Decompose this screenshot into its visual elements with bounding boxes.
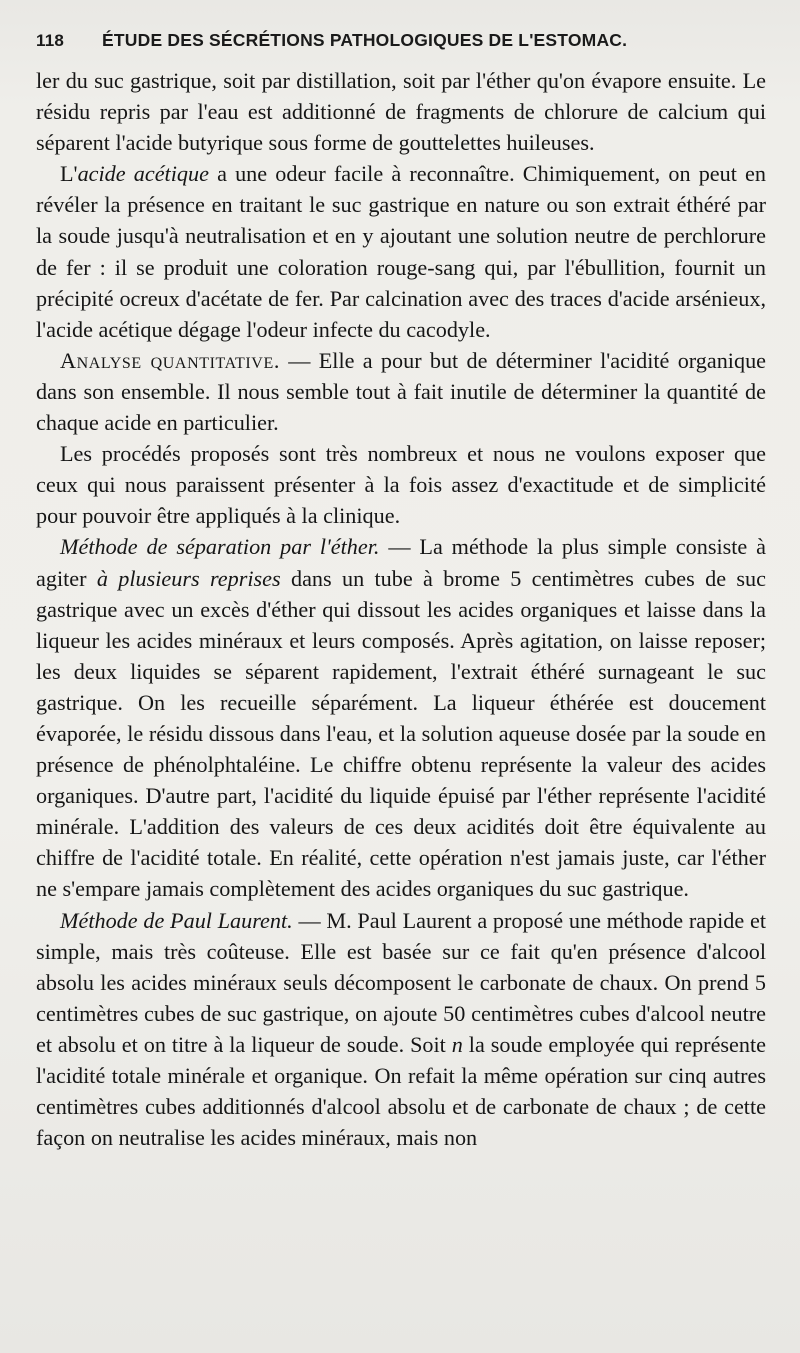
paragraph-text: — Elle a pour but de déterminer l'acidité organique dans son ensemble. Il nous semble tout à fait inutile de déterminer la quantité de chaque acide en particulier.: [36, 347, 767, 436]
paragraph-methode-ether: [36, 531, 766, 904]
method-heading-ether: Méthode de séparation par l'éther.: [60, 534, 380, 560]
term-acide-acetique: acide acétique: [77, 161, 209, 187]
paragraph-analyse-quantitative: [36, 345, 766, 438]
paragraph-methode-laurent: [36, 905, 766, 1154]
paragraph-text: — M. Paul Laurent a proposé une méthode rapide et simple, mais très coûteuse. Elle est basée sur ce fait qu'en présence d'alcool absolu les acides minéraux seuls décomposent le carbonate de chaux. On prend 5 centimètres cubes de suc gastrique, on ajoute 50 centimètres cubes d'alcool neutre et absolu et on titre à la liqueur de soude. Soit: [36, 907, 767, 1057]
emphasis-plusieurs-reprises: à plusieurs reprises: [96, 565, 281, 591]
section-heading-analyse: Analyse quantitative.: [60, 347, 280, 373]
variable-n: n: [451, 1031, 463, 1057]
paragraph-text: dans un tube à brome 5 centimètres cubes de suc gastrique avec un excès d'éther qui dissout les acides organiques et laisse dans la liqueur les acides minéraux et leurs composés. Après agitation, on laisse reposer; les deux liquides se séparent rapidement, l'extrait éthéré surnageant le suc gastrique. On les recueille séparément. La liqueur éthérée est doucement évaporée, le résidu dissous dans l'eau, et la solution aqueuse dosée par la soude en présence de phénolphtaléine. Le chiffre obtenu représente la valeur des acides organiques. D'autre part, l'acidité du liquide épuisé par l'éther représente l'acidité minérale. L'addition des valeurs de ces deux acidités doit être équivalente au chiffre de l'acidité totale. En réalité, cette opération n'est jamais juste, car l'éther ne s'empare jamais complètement des acides organiques du suc gastrique.: [36, 565, 766, 902]
paragraph-1: ler du suc gastrique, soit par distillation, soit par l'éther qu'on évapore ensuite. Le résidu repris par l'eau est additionné de fragments de chlorure de calcium qui séparent l'acide butyrique sous forme de gouttelettes huileuses.: [36, 68, 766, 156]
page-number: 118: [36, 31, 65, 50]
body-text: [36, 65, 766, 1153]
paragraph-acide-acetique: [36, 158, 766, 345]
paragraph-procedes: Les procédés proposés sont très nombreux et nous ne voulons exposer que ceux qui nous paraissent présenter à la fois assez d'exactitude et de simplicité pour pouvoir être appliqués à la clinique.: [36, 441, 766, 529]
running-head: [36, 30, 766, 51]
article: L': [60, 161, 78, 187]
paragraph-text: a une odeur facile à reconnaître. Chimiquement, on peut en révéler la présence en traitant le suc gastrique en nature ou son extrait éthéré par la soude jusqu'à neutralisation et en y ajoutant une solution neutre de perchlorure de fer : il se produit une coloration rouge-sang qui, par l'ébullition, fournit un précipité ocreux d'acétate de fer. Par calcination avec des traces d'acide arsénieux, l'acide acétique dégage l'odeur infecte du cacodyle.: [36, 161, 767, 342]
paragraph-text: — La méthode la plus simple consiste à agiter: [36, 534, 766, 591]
running-title: ÉTUDE DES SÉCRÉTIONS PATHOLOGIQUES DE L'ESTOMAC.: [102, 30, 628, 50]
paragraph-text: la soude employée qui représente l'acidité totale minérale et organique. On refait la même opération sur cinq autres centimètres cubes additionnés d'alcool absolu et de carbonate de chaux ; de cette façon on neutralise les acides minéraux, mais non: [36, 1031, 767, 1151]
method-heading-laurent: Méthode de Paul Laurent.: [60, 907, 293, 933]
